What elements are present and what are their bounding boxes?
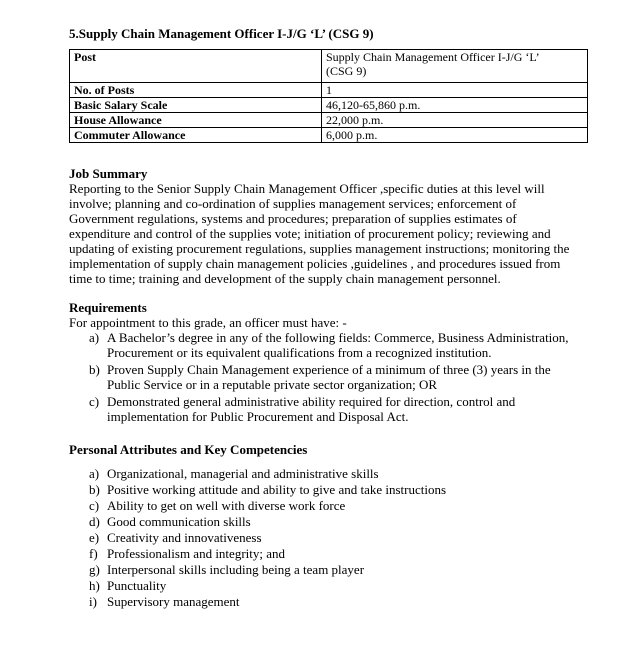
list-item bbox=[89, 514, 251, 530]
post-value bbox=[322, 50, 588, 83]
list-item bbox=[89, 530, 262, 546]
text-line: implementation of supply chain management policies ,guidelines , and procedures issued from bbox=[69, 256, 561, 271]
post-value-line: Supply Chain Management Officer I-J/G ‘L’ bbox=[326, 50, 540, 64]
list-item-text bbox=[107, 330, 589, 360]
row-label: House Allowance bbox=[70, 113, 322, 128]
list-marker: e) bbox=[89, 530, 100, 545]
table-row bbox=[70, 113, 588, 128]
text-line: Reporting to the Senior Supply Chain Management Officer ,specific duties at this level will bbox=[69, 181, 545, 196]
list-item bbox=[89, 578, 166, 594]
list-item bbox=[89, 466, 379, 482]
list-item-text bbox=[107, 362, 589, 392]
row-label: No. of Posts bbox=[70, 83, 322, 98]
list-item bbox=[89, 394, 589, 424]
list-item bbox=[89, 498, 345, 514]
text-line: implementation for Public Procurement and Disposal Act. bbox=[107, 409, 409, 424]
list-item-text: Good communication skills bbox=[107, 514, 251, 529]
list-item bbox=[89, 546, 285, 562]
position-heading: 5.Supply Chain Management Officer I-J/G ‘L’ (CSG 9) bbox=[69, 26, 374, 41]
text-line: involve; planning and co-ordination of supplies management services; enforcement of bbox=[69, 196, 517, 211]
list-item bbox=[89, 482, 446, 498]
list-item-text: Creativity and innovativeness bbox=[107, 530, 262, 545]
list-marker: d) bbox=[89, 514, 100, 529]
list-marker: a) bbox=[89, 330, 100, 345]
row-value: 1 bbox=[322, 83, 588, 98]
table-row bbox=[70, 50, 588, 83]
row-label: Basic Salary Scale bbox=[70, 98, 322, 113]
table-row bbox=[70, 128, 588, 143]
requirements-intro bbox=[69, 315, 579, 330]
list-item bbox=[89, 330, 589, 360]
job-summary-title: Job Summary bbox=[69, 166, 148, 181]
text-line: Procurement or its equivalent qualifications from a recognized institution. bbox=[107, 345, 492, 360]
row-label: Commuter Allowance bbox=[70, 128, 322, 143]
post-label: Post bbox=[70, 50, 322, 83]
list-item bbox=[89, 362, 589, 392]
list-item-text: Punctuality bbox=[107, 578, 167, 593]
list-marker: f) bbox=[89, 546, 98, 561]
post-value-line: (CSG 9) bbox=[326, 64, 367, 78]
text-line: Demonstrated general administrative ability required for direction, control and bbox=[107, 394, 516, 409]
list-marker: i) bbox=[89, 594, 97, 609]
list-marker: c) bbox=[89, 394, 100, 409]
text-line: Proven Supply Chain Management experience of a minimum of three (3) years in the bbox=[107, 362, 551, 377]
text-line: Government regulations, systems and procedures; preparation of supplies estimates of bbox=[69, 211, 517, 226]
text-line: expenditure and control of the supplies vote; initiation of procurement policy; reviewing and bbox=[69, 226, 551, 241]
competencies-title: Personal Attributes and Key Competencies bbox=[69, 442, 308, 457]
text-line: updating of existing procurement regulations, supplies management instructions; monitoring the bbox=[69, 241, 570, 256]
list-marker: h) bbox=[89, 578, 100, 593]
list-marker: b) bbox=[89, 482, 100, 497]
table-row bbox=[70, 98, 588, 113]
list-item-text: Interpersonal skills including being a team player bbox=[107, 562, 365, 577]
row-value: 22,000 p.m. bbox=[322, 113, 588, 128]
list-marker: c) bbox=[89, 498, 100, 513]
list-item-text: Supervisory management bbox=[107, 594, 240, 609]
text-line: Public Service or in a reputable private sector organization; OR bbox=[107, 377, 438, 392]
list-item-text: Ability to get on well with diverse work force bbox=[107, 498, 346, 513]
row-value: 6,000 p.m. bbox=[322, 128, 588, 143]
text-line: A Bachelor’s degree in any of the following fields: Commerce, Business Administration, bbox=[107, 330, 569, 345]
list-item bbox=[89, 562, 364, 578]
list-item-text: Positive working attitude and ability to give and take instructions bbox=[107, 482, 447, 497]
job-summary-text bbox=[69, 181, 579, 286]
requirements-title: Requirements bbox=[69, 300, 147, 315]
post-details-table bbox=[69, 49, 588, 143]
list-item-text: Organizational, managerial and administrative skills bbox=[107, 466, 379, 481]
list-item-text: Professionalism and integrity; and bbox=[107, 546, 286, 561]
list-marker: a) bbox=[89, 466, 100, 481]
list-marker: g) bbox=[89, 562, 100, 577]
text-line: For appointment to this grade, an officer must have: - bbox=[69, 315, 347, 330]
list-item bbox=[89, 594, 240, 610]
table-row bbox=[70, 83, 588, 98]
text-line: time to time; training and development of the supply chain management personnel. bbox=[69, 271, 501, 286]
row-value: 46,120-65,860 p.m. bbox=[322, 98, 588, 113]
list-marker: b) bbox=[89, 362, 100, 377]
list-item-text bbox=[107, 394, 589, 424]
